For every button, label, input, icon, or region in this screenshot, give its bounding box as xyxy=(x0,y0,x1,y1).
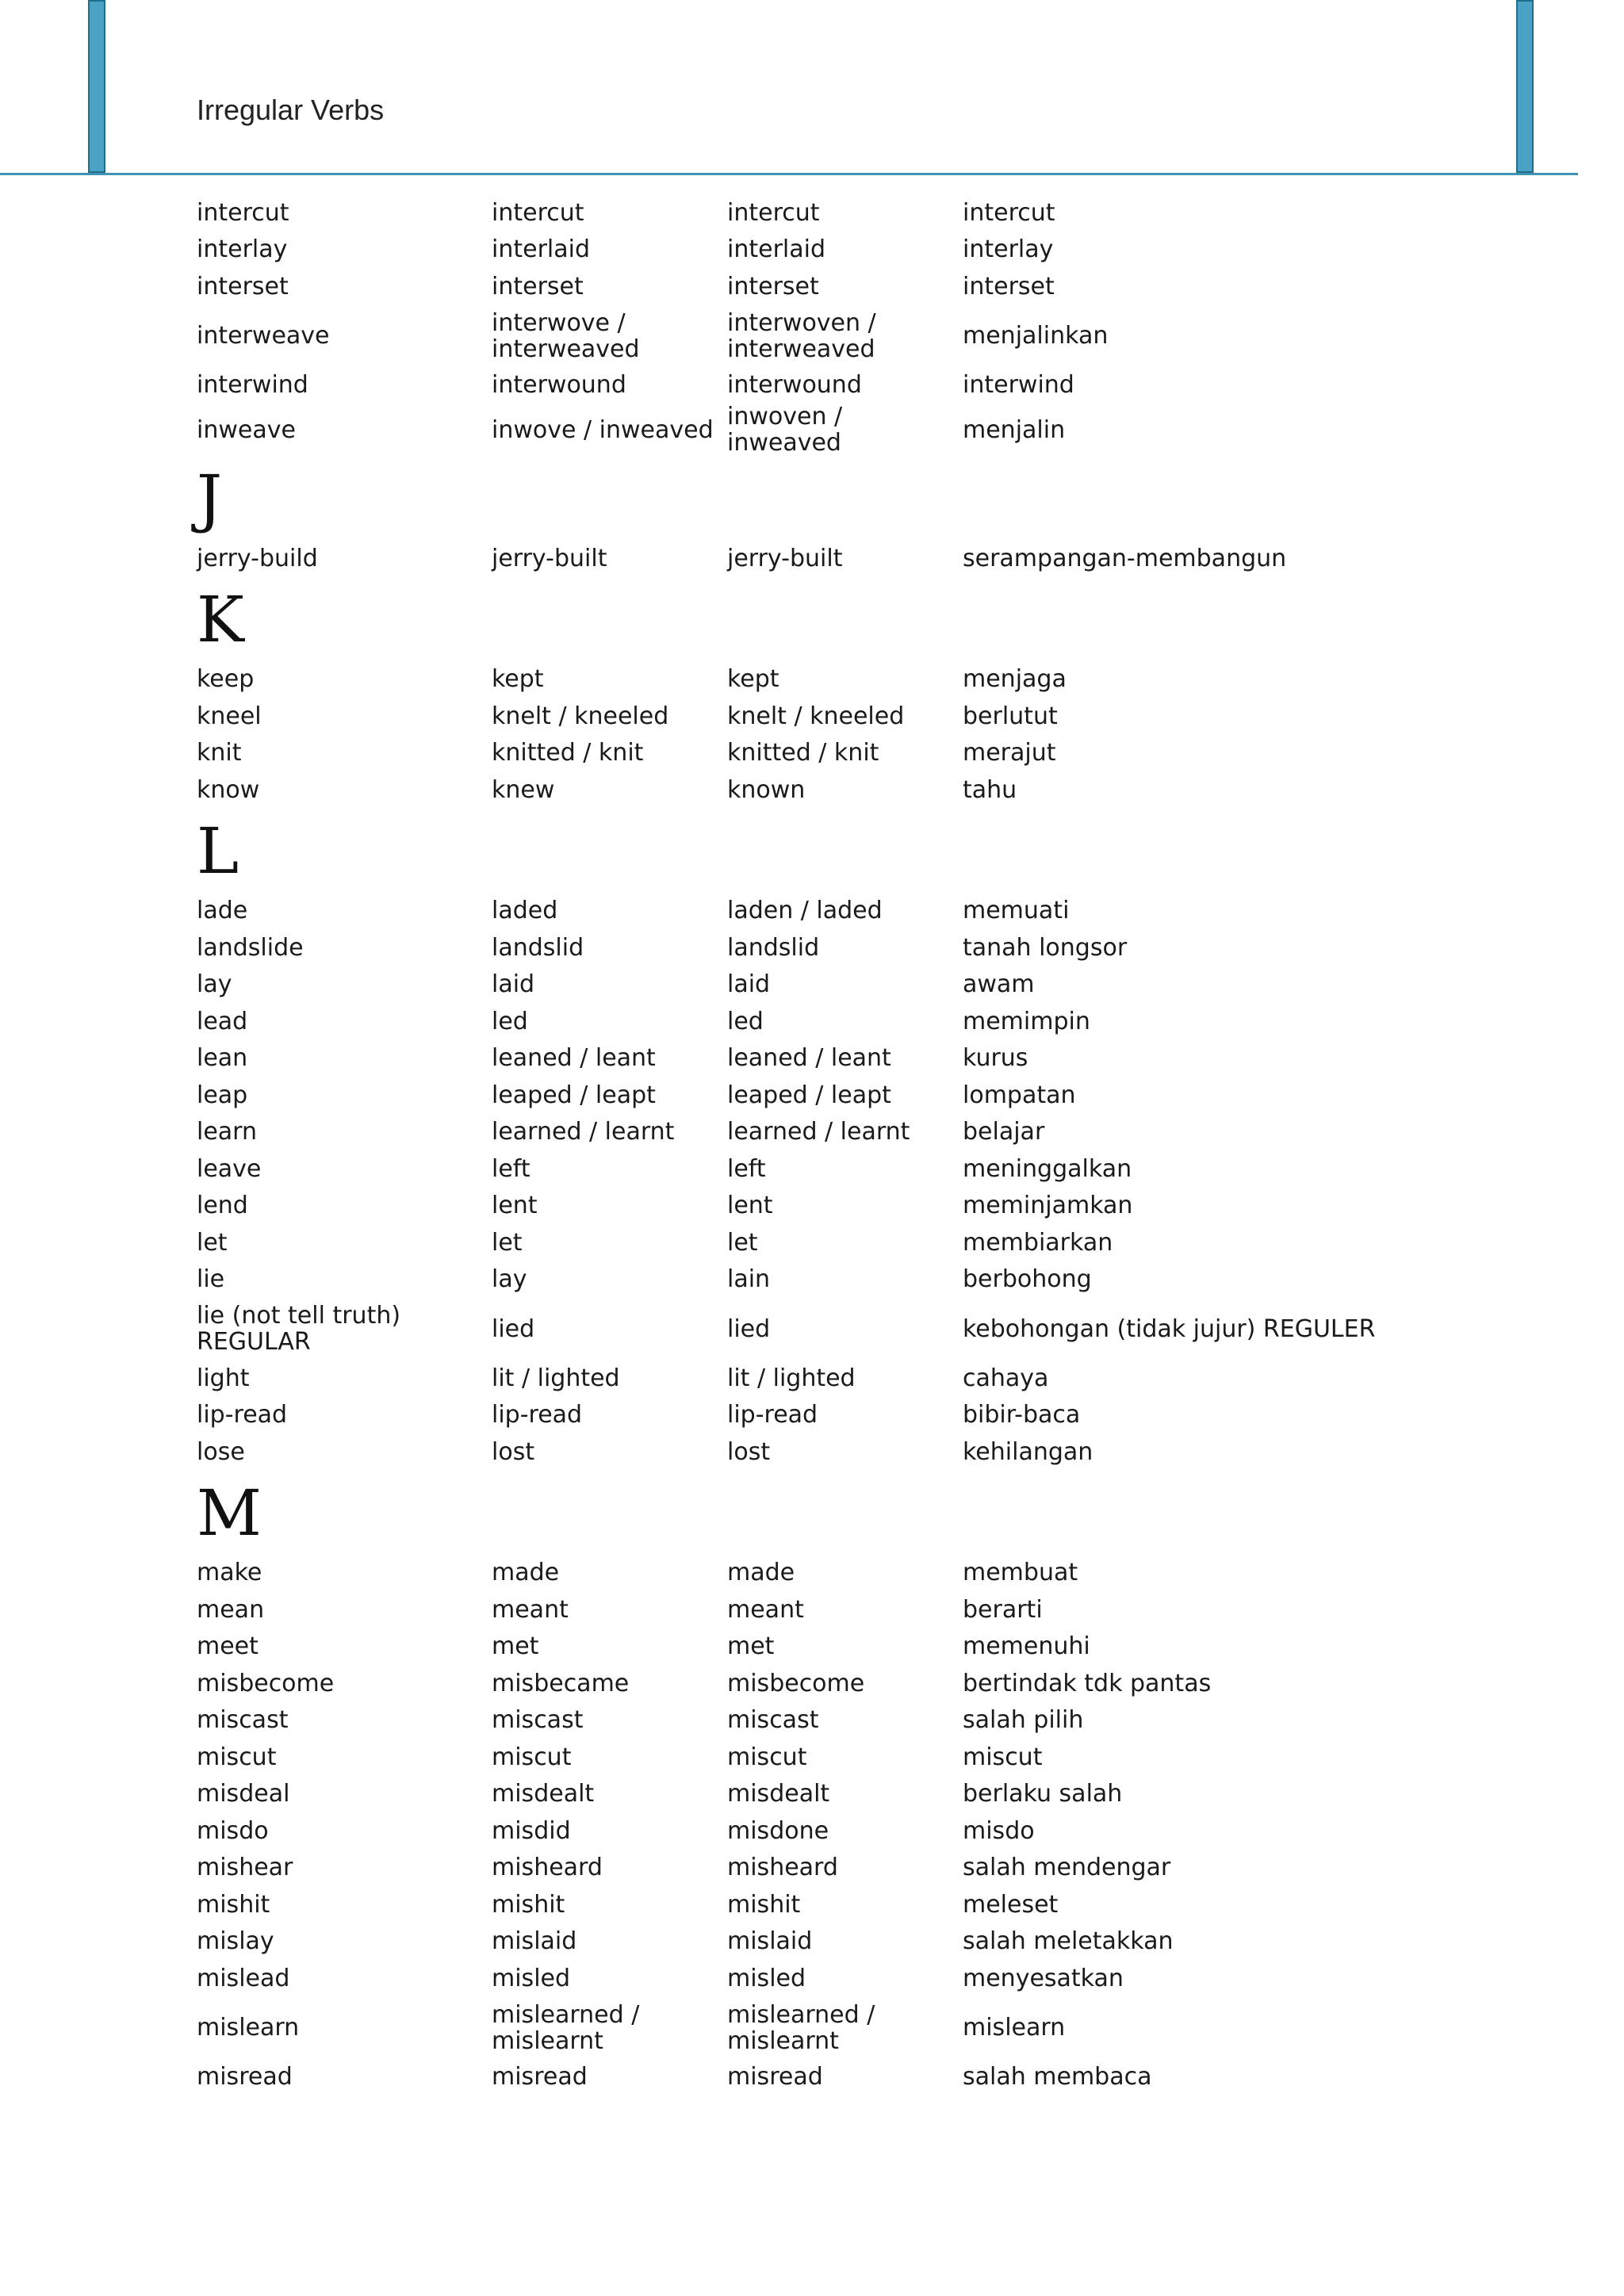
translation-cell: kurus xyxy=(963,1044,1028,1073)
translation-cell: membuat xyxy=(963,1559,1078,1587)
translation-cell: memuati xyxy=(963,897,1070,925)
past-participle-cell: left xyxy=(727,1154,766,1183)
table-row xyxy=(197,1298,1561,1360)
table-row xyxy=(197,1628,1561,1666)
table-row xyxy=(197,771,1561,809)
past-simple-cell: made xyxy=(492,1559,560,1587)
past-participle-cell: knelt / kneeled xyxy=(727,702,905,730)
table-row xyxy=(197,1812,1561,1850)
past-participle-cell: laid xyxy=(727,970,771,999)
table-row xyxy=(197,1077,1561,1114)
past-participle-cell: lent xyxy=(727,1192,773,1220)
base-form-cell: interlay xyxy=(197,235,288,264)
translation-cell: menjaga xyxy=(963,665,1067,694)
past-participle-cell: landslid xyxy=(727,933,820,962)
base-form-cell: misread xyxy=(197,2063,293,2091)
base-form-cell: lade xyxy=(197,897,248,925)
past-participle-cell: intercut xyxy=(727,198,820,227)
table-row xyxy=(197,929,1561,966)
table-row xyxy=(197,404,1561,456)
past-participle-cell: misbecome xyxy=(727,1669,865,1697)
past-simple-cell: left xyxy=(492,1154,530,1183)
translation-cell: serampangan-membangun xyxy=(963,544,1287,572)
base-form-cell: mean xyxy=(197,1595,265,1624)
section-letter: J xyxy=(197,461,223,535)
past-participle-cell: interlaid xyxy=(727,235,825,264)
past-participle-cell: misread xyxy=(727,2063,823,2091)
base-form-cell: interweave xyxy=(197,322,330,350)
base-form-cell: miscast xyxy=(197,1706,289,1735)
past-participle-cell: mislaid xyxy=(727,1927,813,1956)
past-simple-cell: miscast xyxy=(492,1706,584,1735)
past-participle-cell: leaned / leant xyxy=(727,1044,891,1073)
base-form-cell: lend xyxy=(197,1192,248,1220)
past-simple-cell: miscut xyxy=(492,1743,572,1771)
past-participle-cell: kept xyxy=(727,665,779,694)
past-simple-cell: interwound xyxy=(492,371,626,400)
table-row xyxy=(197,1188,1561,1225)
section-letter: K xyxy=(197,582,244,656)
translation-cell: misdo xyxy=(963,1816,1035,1845)
past-simple-cell: misbecame xyxy=(492,1669,630,1697)
base-form-cell: lie xyxy=(197,1265,225,1294)
past-simple-cell: misdid xyxy=(492,1816,571,1845)
past-participle-cell: led xyxy=(727,1007,764,1035)
past-simple-cell: knew xyxy=(492,775,555,804)
translation-cell: interlay xyxy=(963,235,1054,264)
base-form-cell: lie (not tell truth) REGULAR xyxy=(197,1302,401,1356)
table-row xyxy=(197,1040,1561,1077)
past-simple-cell: interlaid xyxy=(492,235,590,264)
table-row xyxy=(197,1739,1561,1776)
base-form-cell: landslide xyxy=(197,933,304,962)
past-participle-cell: misdealt xyxy=(727,1780,830,1808)
past-simple-cell: lit / lighted xyxy=(492,1364,620,1392)
past-simple-cell: misheard xyxy=(492,1854,603,1882)
past-participle-cell: learned / learnt xyxy=(727,1118,910,1146)
past-simple-cell: lied xyxy=(492,1314,535,1343)
translation-cell: intercut xyxy=(963,198,1055,227)
base-form-cell: lean xyxy=(197,1044,248,1073)
translation-cell: salah meletakkan xyxy=(963,1927,1174,1956)
past-simple-cell: misread xyxy=(492,2063,588,2091)
base-form-cell: make xyxy=(197,1559,262,1587)
translation-cell: salah membaca xyxy=(963,2063,1152,2091)
past-participle-cell: knitted / knit xyxy=(727,739,879,767)
base-form-cell: misbecome xyxy=(197,1669,335,1697)
table-row xyxy=(197,1850,1561,1887)
base-form-cell: kneel xyxy=(197,702,262,730)
base-form-cell: light xyxy=(197,1364,250,1392)
past-participle-cell: laden / laded xyxy=(727,897,883,925)
translation-cell: miscut xyxy=(963,1743,1043,1771)
translation-cell: berbohong xyxy=(963,1265,1092,1294)
past-simple-cell: intercut xyxy=(492,198,584,227)
past-participle-cell: leaped / leapt xyxy=(727,1081,891,1109)
past-participle-cell: misled xyxy=(727,1964,806,1992)
base-form-cell: keep xyxy=(197,665,255,694)
translation-cell: awam xyxy=(963,970,1035,999)
table-row xyxy=(197,2059,1561,2096)
past-participle-cell: met xyxy=(727,1632,775,1661)
table-row xyxy=(197,1997,1561,2059)
base-form-cell: interwind xyxy=(197,371,308,400)
translation-cell: kehilangan xyxy=(963,1437,1094,1466)
base-form-cell: leave xyxy=(197,1154,262,1183)
past-participle-cell: meant xyxy=(727,1595,804,1624)
past-participle-cell: misdone xyxy=(727,1816,829,1845)
table-row xyxy=(197,540,1561,577)
past-participle-cell: lain xyxy=(727,1265,771,1294)
table-row xyxy=(197,1591,1561,1628)
base-form-cell: knit xyxy=(197,739,242,767)
past-simple-cell: met xyxy=(492,1632,539,1661)
past-participle-cell: lied xyxy=(727,1314,771,1343)
translation-cell: berlutut xyxy=(963,702,1058,730)
past-simple-cell: jerry-built xyxy=(492,544,607,572)
base-form-cell: mislearn xyxy=(197,2014,300,2042)
past-simple-cell: lent xyxy=(492,1192,538,1220)
base-form-cell: misdo xyxy=(197,1816,269,1845)
translation-cell: memenuhi xyxy=(963,1632,1090,1661)
translation-cell: cahaya xyxy=(963,1364,1049,1392)
past-simple-cell: landslid xyxy=(492,933,584,962)
base-form-cell: misdeal xyxy=(197,1780,290,1808)
table-row xyxy=(197,661,1561,698)
translation-cell: salah mendengar xyxy=(963,1854,1171,1882)
past-participle-cell: interwound xyxy=(727,371,862,400)
past-simple-cell: mislaid xyxy=(492,1927,577,1956)
base-form-cell: intercut xyxy=(197,198,289,227)
table-row xyxy=(197,735,1561,772)
translation-cell: interwind xyxy=(963,371,1074,400)
past-participle-cell: mislearned / mislearnt xyxy=(727,2000,875,2055)
past-simple-cell: mishit xyxy=(492,1890,565,1919)
translation-cell: belajar xyxy=(963,1118,1045,1146)
past-simple-cell: knelt / kneeled xyxy=(492,702,669,730)
translation-cell: bertindak tdk pantas xyxy=(963,1669,1212,1697)
table-row xyxy=(197,1261,1561,1299)
past-participle-cell: interset xyxy=(727,272,819,300)
translation-cell: tanah longsor xyxy=(963,933,1128,962)
translation-cell: merajut xyxy=(963,739,1056,767)
past-simple-cell: leaped / leapt xyxy=(492,1081,656,1109)
base-form-cell: mishit xyxy=(197,1890,270,1919)
base-form-cell: interset xyxy=(197,272,289,300)
table-row xyxy=(197,1433,1561,1471)
past-participle-cell: let xyxy=(727,1228,758,1257)
table-row xyxy=(197,268,1561,305)
base-form-cell: know xyxy=(197,775,260,804)
past-participle-cell: made xyxy=(727,1559,795,1587)
translation-cell: mislearn xyxy=(963,2014,1066,2042)
past-simple-cell: lost xyxy=(492,1437,535,1466)
past-simple-cell: kept xyxy=(492,665,544,694)
past-simple-cell: knitted / knit xyxy=(492,739,644,767)
base-form-cell: meet xyxy=(197,1632,259,1661)
past-participle-cell: lit / lighted xyxy=(727,1364,856,1392)
table-row xyxy=(197,1555,1561,1592)
translation-cell: menjalinkan xyxy=(963,322,1109,350)
table-row xyxy=(197,1923,1561,1961)
header-divider xyxy=(0,173,1578,175)
past-simple-cell: led xyxy=(492,1007,528,1035)
past-simple-cell: interwove / interweaved xyxy=(492,308,640,363)
verb-table xyxy=(197,194,1561,2095)
table-row xyxy=(197,1776,1561,1813)
base-form-cell: miscut xyxy=(197,1743,277,1771)
translation-cell: memimpin xyxy=(963,1007,1090,1035)
table-row xyxy=(197,367,1561,404)
past-simple-cell: laid xyxy=(492,970,535,999)
translation-cell: meminjamkan xyxy=(963,1192,1133,1220)
table-row xyxy=(197,1003,1561,1040)
translation-cell: menyesatkan xyxy=(963,1964,1124,1992)
table-row xyxy=(197,1397,1561,1434)
past-simple-cell: misdealt xyxy=(492,1780,595,1808)
base-form-cell: lead xyxy=(197,1007,248,1035)
table-row xyxy=(197,966,1561,1004)
table-row xyxy=(197,1224,1561,1261)
header-left-accent-bar xyxy=(88,0,105,173)
page-title: Irregular Verbs xyxy=(197,94,385,126)
translation-cell: meninggalkan xyxy=(963,1154,1132,1183)
table-row xyxy=(197,1702,1561,1739)
base-form-cell: lose xyxy=(197,1437,245,1466)
base-form-cell: inweave xyxy=(197,415,296,444)
past-participle-cell: miscut xyxy=(727,1743,807,1771)
past-simple-cell: interset xyxy=(492,272,584,300)
table-row xyxy=(197,194,1561,232)
translation-cell: membiarkan xyxy=(963,1228,1113,1257)
table-row xyxy=(197,1114,1561,1151)
base-form-cell: jerry-build xyxy=(197,544,318,572)
base-form-cell: mislay xyxy=(197,1927,274,1956)
translation-cell: berarti xyxy=(963,1595,1043,1624)
past-simple-cell: mislearned / mislearnt xyxy=(492,2000,640,2055)
past-participle-cell: interwoven / interweaved xyxy=(727,308,876,363)
past-simple-cell: learned / learnt xyxy=(492,1118,675,1146)
base-form-cell: leap xyxy=(197,1081,248,1109)
table-row xyxy=(197,893,1561,930)
translation-cell: interset xyxy=(963,272,1055,300)
table-row xyxy=(197,1665,1561,1702)
past-participle-cell: lip-read xyxy=(727,1401,818,1429)
past-participle-cell: lost xyxy=(727,1437,771,1466)
past-simple-cell: let xyxy=(492,1228,523,1257)
translation-cell: menjalin xyxy=(963,415,1066,444)
past-simple-cell: misled xyxy=(492,1964,571,1992)
table-row xyxy=(197,1150,1561,1188)
base-form-cell: learn xyxy=(197,1118,257,1146)
past-simple-cell: lip-read xyxy=(492,1401,583,1429)
translation-cell: bibir-baca xyxy=(963,1401,1081,1429)
table-row xyxy=(197,1886,1561,1923)
section-letter: L xyxy=(197,813,239,888)
base-form-cell: let xyxy=(197,1228,228,1257)
table-row xyxy=(197,698,1561,735)
past-participle-cell: inwoven / inweaved xyxy=(727,403,843,457)
base-form-cell: mishear xyxy=(197,1854,293,1882)
past-simple-cell: lay xyxy=(492,1265,527,1294)
past-simple-cell: meant xyxy=(492,1595,569,1624)
header-right-accent-bar xyxy=(1516,0,1534,173)
base-form-cell: lay xyxy=(197,970,232,999)
table-row xyxy=(197,1960,1561,1997)
table-row xyxy=(197,1360,1561,1397)
past-participle-cell: jerry-built xyxy=(727,544,843,572)
translation-cell: salah pilih xyxy=(963,1706,1084,1735)
translation-cell: berlaku salah xyxy=(963,1780,1123,1808)
table-row xyxy=(197,232,1561,269)
past-simple-cell: laded xyxy=(492,897,558,925)
translation-cell: meleset xyxy=(963,1890,1059,1919)
past-simple-cell: leaned / leant xyxy=(492,1044,656,1073)
past-participle-cell: miscast xyxy=(727,1706,819,1735)
section-letter: M xyxy=(197,1475,262,1550)
past-participle-cell: misheard xyxy=(727,1854,838,1882)
translation-cell: lompatan xyxy=(963,1081,1076,1109)
table-row xyxy=(197,305,1561,367)
past-participle-cell: known xyxy=(727,775,806,804)
base-form-cell: mislead xyxy=(197,1964,290,1992)
past-simple-cell: inwove / inweaved xyxy=(492,415,714,444)
past-participle-cell: mishit xyxy=(727,1890,801,1919)
base-form-cell: lip-read xyxy=(197,1401,288,1429)
translation-cell: tahu xyxy=(963,775,1017,804)
translation-cell: kebohongan (tidak jujur) REGULER xyxy=(963,1314,1376,1343)
